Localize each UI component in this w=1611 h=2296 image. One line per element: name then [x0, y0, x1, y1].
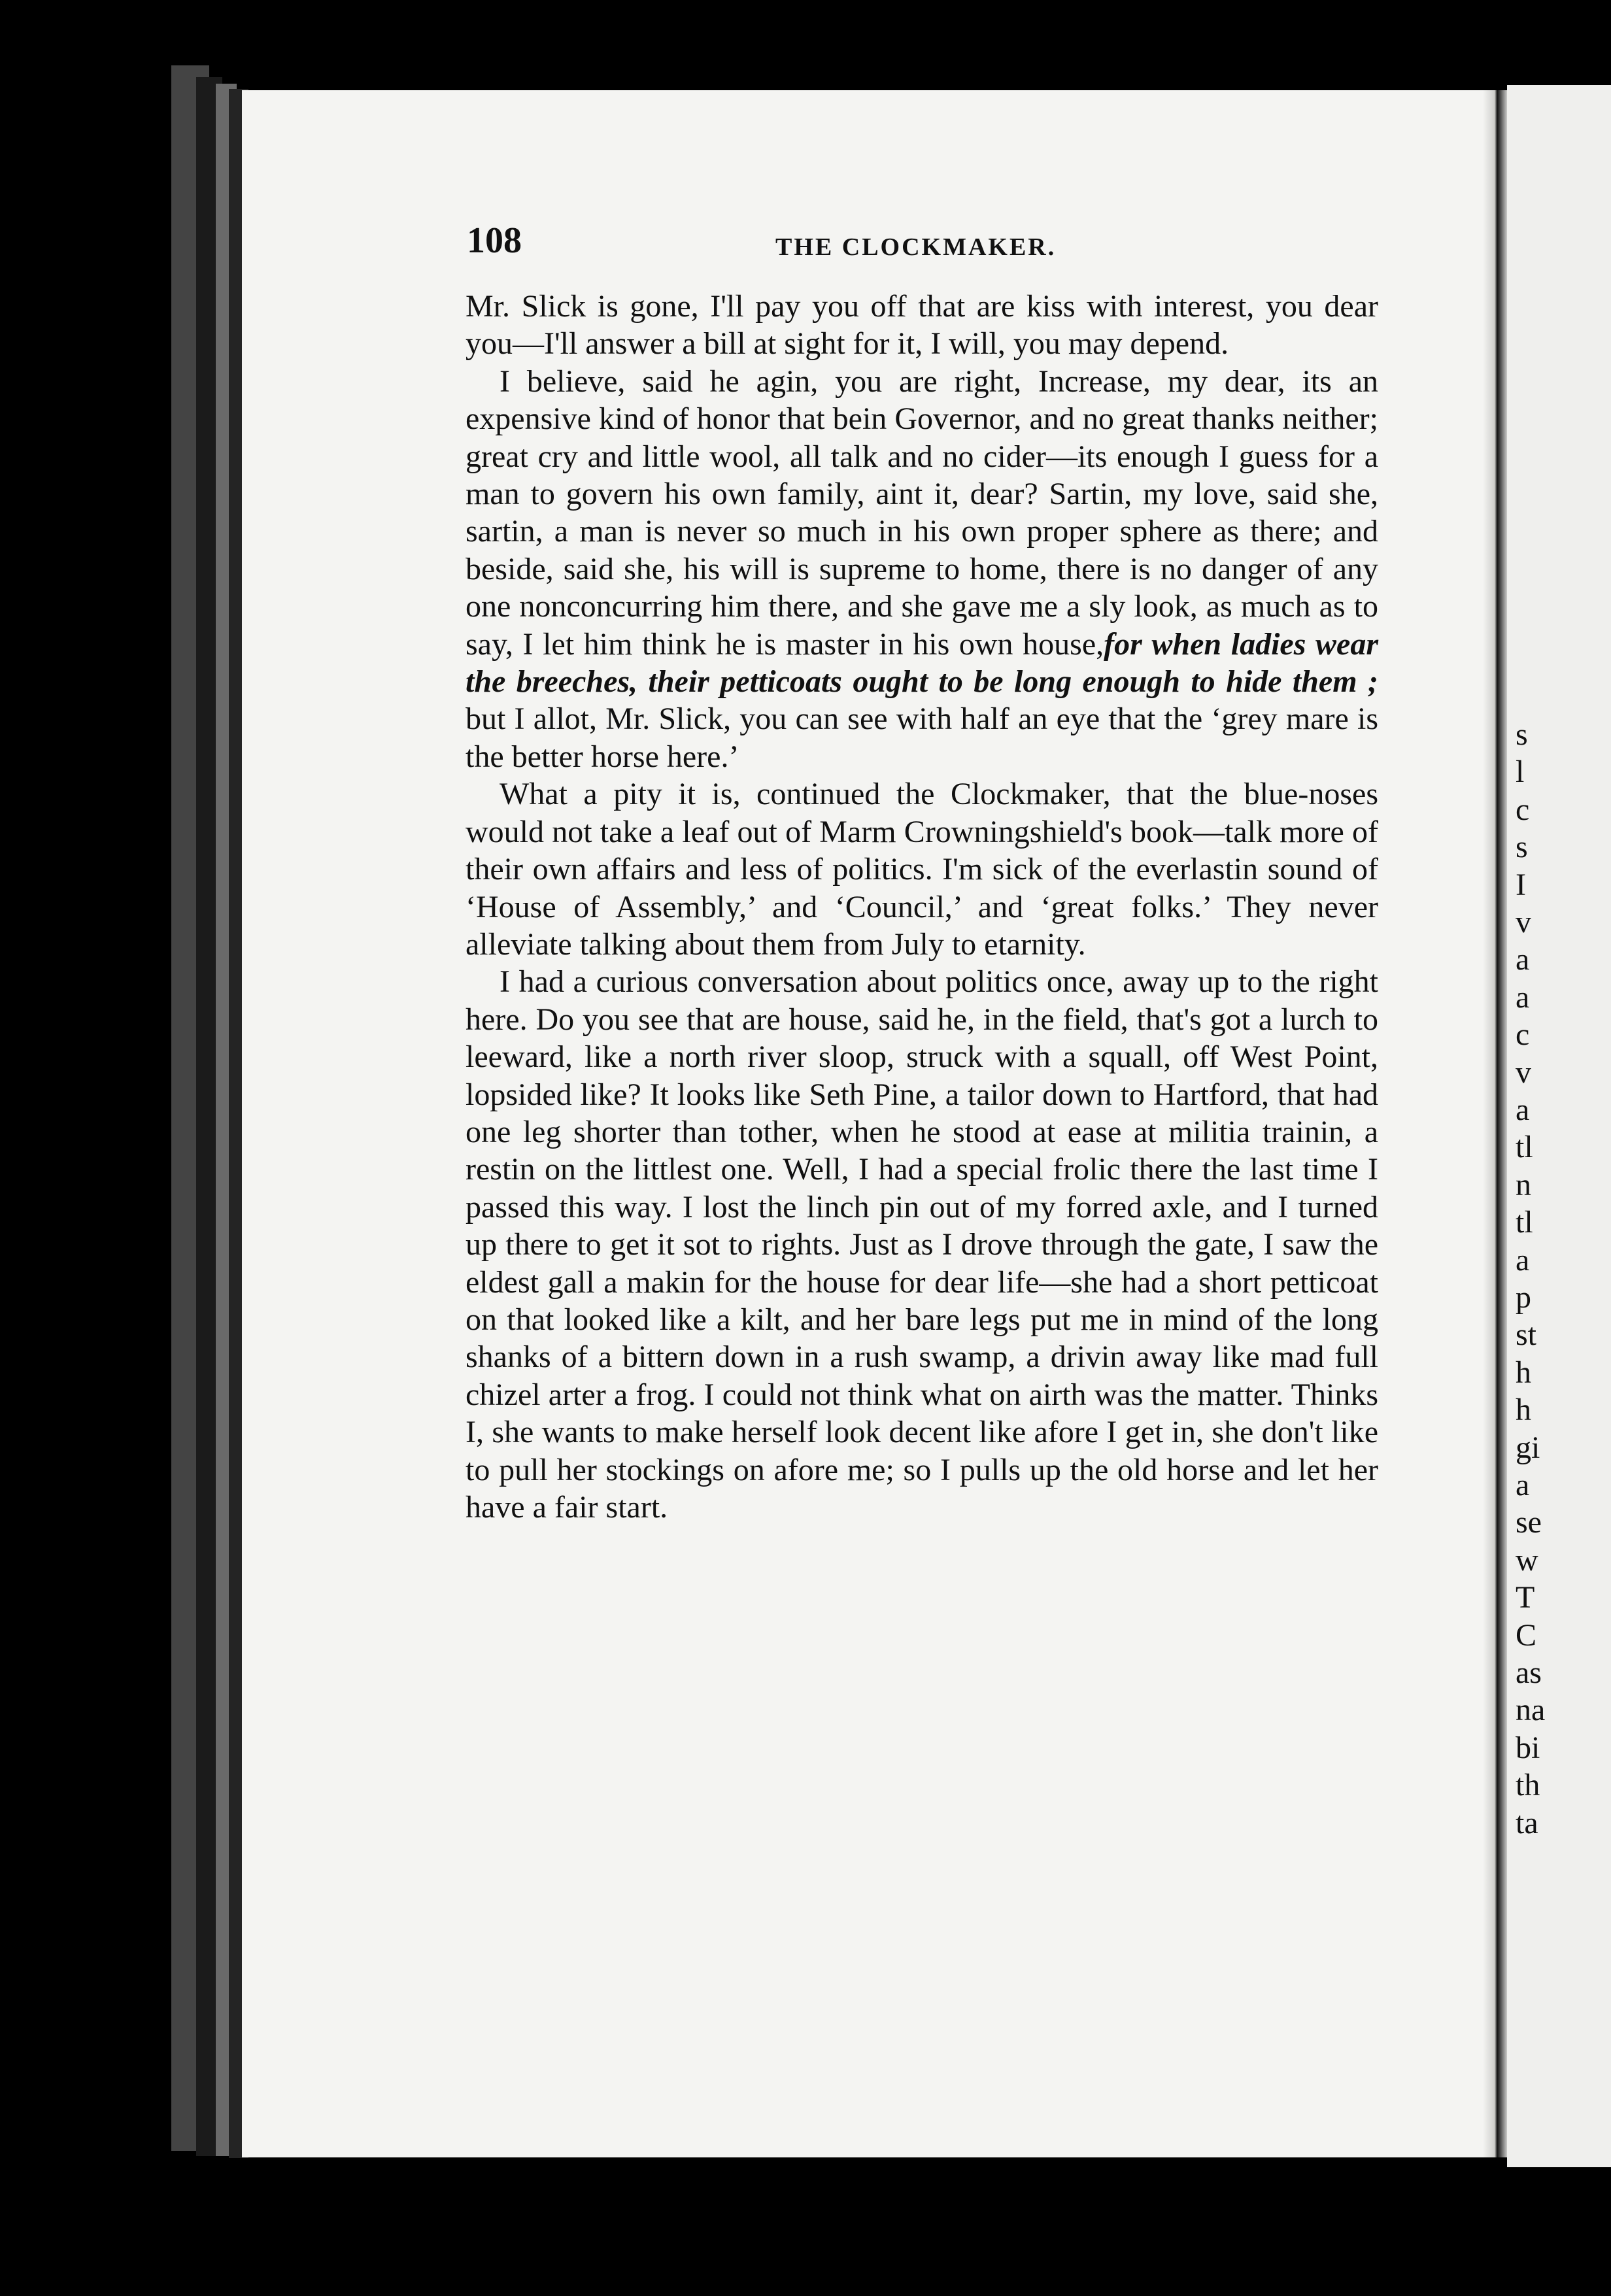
next-page-fragment: C: [1516, 1617, 1537, 1653]
next-page-fragment: ta: [1516, 1805, 1538, 1840]
next-page-fragment: h: [1516, 1393, 1531, 1428]
next-page-fragment: bi: [1516, 1730, 1540, 1765]
next-page-fragment: l: [1516, 754, 1525, 790]
paragraph-2: [466, 363, 1378, 775]
next-page-fragment: st: [1516, 1317, 1537, 1353]
next-page-fragment: se: [1516, 1505, 1542, 1540]
next-page-fragment: tl: [1516, 1130, 1533, 1165]
next-page-fragment: I: [1516, 867, 1526, 902]
page-gutter: [1483, 90, 1509, 2157]
next-page-fragment: n: [1516, 1167, 1531, 1202]
next-page-fragment: s: [1516, 830, 1528, 865]
next-page-fragment: a: [1516, 979, 1530, 1015]
next-page-fragment: v: [1516, 905, 1531, 939]
next-page-fragment: p: [1516, 1280, 1531, 1315]
next-page-fragment: a: [1516, 1468, 1530, 1502]
page-number: 108: [467, 220, 522, 261]
next-page-fragment: v: [1516, 1055, 1531, 1090]
next-page-fragment: tl: [1516, 1205, 1533, 1240]
running-title: THE CLOCKMAKER.: [775, 233, 1057, 261]
next-page-fragment: na: [1516, 1693, 1546, 1728]
next-page-fragment: c: [1516, 792, 1530, 827]
next-page-fragment: a: [1516, 1242, 1530, 1277]
next-page-fragment: a: [1516, 1092, 1530, 1127]
next-page-fragment: th: [1516, 1768, 1540, 1803]
next-page-fragment: as: [1516, 1655, 1542, 1690]
next-page-fragment: h: [1516, 1355, 1531, 1390]
next-page-fragment: w: [1516, 1542, 1538, 1578]
paragraph-2-text-after: but I allot, Mr. Slick, you can see with half an eye that the ‘grey mare is the better horse here.’: [466, 701, 1378, 774]
paragraph-4: I had a curious conversation about politics once, away up to the right here. Do you see that are house, said he, in the field, that's got a lurch to leeward, like a north river sloop, struck with a squall, off West Point, lopsided like? It looks like Seth Pine, a tailor down to Hartford, that had one leg shorter than tother, when he stood at ease at militia trainin, a restin on the littlest one. Well, I had a special frolic there the last time I passed this way. I lost the linch pin out of my forred axle, and I turned up there to get it sot to rights. Just as I drove through the gate, I saw the eldest gall a makin for the house for dear life—she had a short petticoat on that looked like a kilt, and her bare legs put me in mind of the long shanks of a bittern down in a rush swamp, a drivin away like mad full chizel arter a frog. I could not think what on airth was the matter. Thinks I, she wants to make herself look decent like afore I get in, she don't like to pull her stockings on afore me; so I pulls up the old horse and let her have a fair start.: [466, 964, 1378, 1525]
next-page-fragment: c: [1516, 1017, 1530, 1053]
paragraph-3: What a pity it is, continued the Clockmaker, that the blue-noses would not take a leaf out of Marm Crowningshield's book—talk more of their own affairs and less of politics. I'm sick of the everlastin sound of ‘House of Assembly,’ and ‘Council,’ and ‘great folks.’ They never alleviate talking about them from July to etarnity.: [466, 777, 1378, 962]
body-text: [466, 288, 1378, 1526]
next-page-fragment: a: [1516, 942, 1530, 977]
next-page-fragment: T: [1516, 1580, 1535, 1615]
paragraph-2-text: I believe, said he agin, you are right, Increase, my dear, its an expensive kind of honor that bein Governor, and no great thanks neither; great cry and little wool, all talk and no cider—its enough I guess for a man to govern his own family, aint it, dear? Sartin, my love, said she, sartin, a man is never so much in his own proper sphere as there; and beside, said she, his will is supreme to home, there is no danger of any one nonconcurring him there, and she gave me a sly look, as much as to say, I let him think he is master in his own house,: [466, 363, 1378, 662]
paragraph-1: Mr. Slick is gone, I'll pay you off that are kiss with interest, you dear you—I'll answer a bill at sight for it, I will, you may depend.: [466, 289, 1378, 362]
next-page-fragment: s: [1516, 717, 1528, 752]
paragraph-2-italic: for when ladies wear the breeches, their petticoats ought to be long enough to hide them ;: [466, 626, 1378, 700]
next-page-fragment: gi: [1516, 1430, 1540, 1465]
